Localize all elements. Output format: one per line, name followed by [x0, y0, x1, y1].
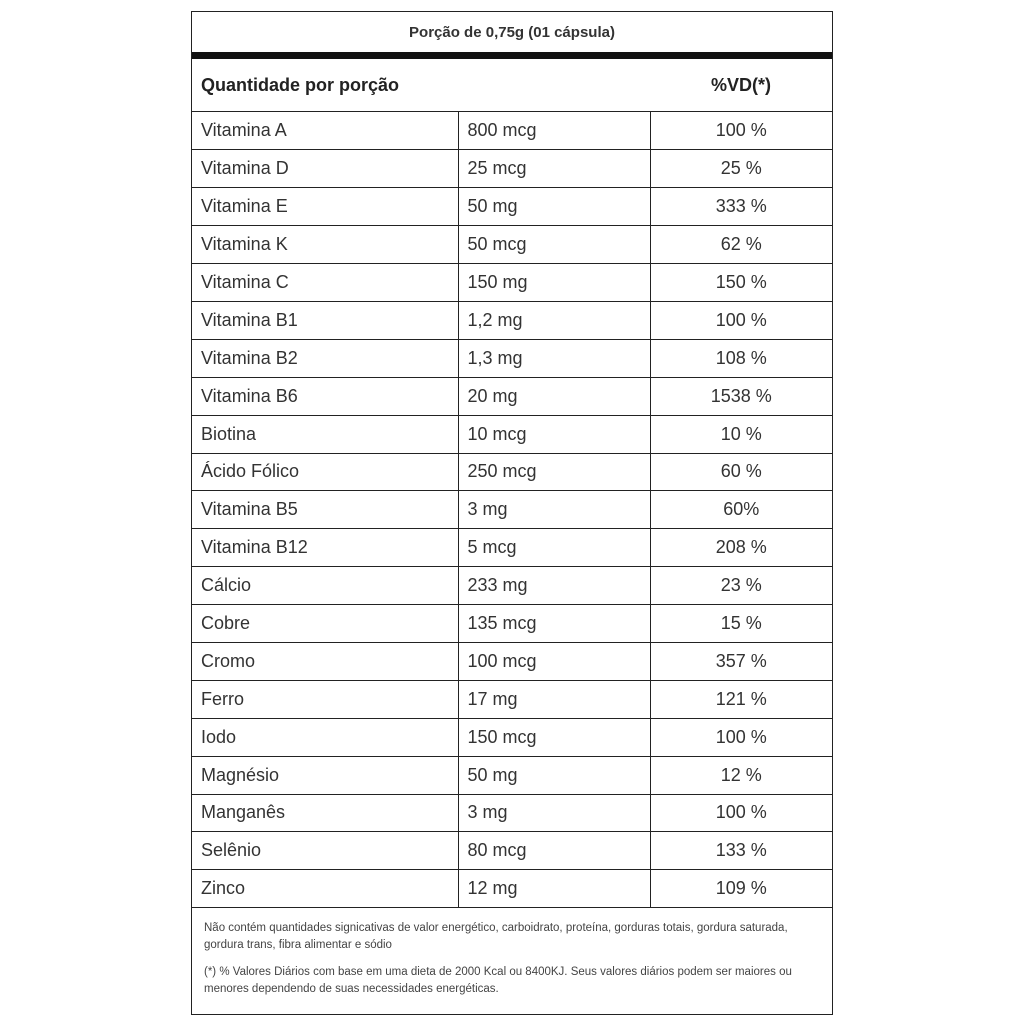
nutrient-amount: 1,3 mg [458, 339, 650, 377]
table-row [192, 226, 832, 264]
nutrient-vd: 133 % [650, 832, 832, 870]
nutrient-vd: 108 % [650, 339, 832, 377]
table-row [192, 680, 832, 718]
nutrient-amount: 250 mcg [458, 453, 650, 491]
nutrient-vd: 150 % [650, 264, 832, 302]
nutrient-amount: 25 mcg [458, 150, 650, 188]
nutrient-name: Vitamina B6 [192, 377, 458, 415]
nutrient-name: Vitamina A [192, 112, 458, 150]
nutrient-vd: 15 % [650, 605, 832, 643]
nutrient-name: Zinco [192, 870, 458, 908]
nutrient-amount: 20 mg [458, 377, 650, 415]
table-row [192, 491, 832, 529]
nutrient-amount: 50 mg [458, 188, 650, 226]
table-row [192, 756, 832, 794]
table-row [192, 529, 832, 567]
nutrient-name: Biotina [192, 415, 458, 453]
table-row [192, 150, 832, 188]
nutrient-vd: 100 % [650, 794, 832, 832]
nutrient-amount: 17 mg [458, 680, 650, 718]
nutrient-vd: 23 % [650, 567, 832, 605]
nutrient-name: Cromo [192, 642, 458, 680]
nutrient-name: Vitamina K [192, 226, 458, 264]
nutrient-vd: 121 % [650, 680, 832, 718]
nutrient-name: Vitamina C [192, 264, 458, 302]
table-row [192, 567, 832, 605]
nutrient-vd: 12 % [650, 756, 832, 794]
nutrient-vd: 100 % [650, 301, 832, 339]
nutrient-vd: 109 % [650, 870, 832, 908]
nutrient-amount: 150 mg [458, 264, 650, 302]
nutrient-table [192, 112, 832, 908]
table-row [192, 718, 832, 756]
nutrient-vd: 1538 % [650, 377, 832, 415]
nutrient-vd: 100 % [650, 112, 832, 150]
nutrient-name: Selênio [192, 832, 458, 870]
nutrient-name: Vitamina B1 [192, 301, 458, 339]
table-row [192, 415, 832, 453]
nutrient-amount: 1,2 mg [458, 301, 650, 339]
nutrient-name: Vitamina B12 [192, 529, 458, 567]
nutrient-vd: 60% [650, 491, 832, 529]
table-row [192, 870, 832, 908]
nutrient-amount: 12 mg [458, 870, 650, 908]
nutrient-name: Vitamina E [192, 188, 458, 226]
table-row [192, 377, 832, 415]
nutrient-amount: 233 mg [458, 567, 650, 605]
footnote-not-significant: Não contém quantidades signicativas de valor energético, carboidrato, proteína, gorduras totais, gordura saturada, gordura trans, fibra alimentar e sódio [204, 922, 788, 952]
nutrient-amount: 3 mg [458, 491, 650, 529]
table-row [192, 264, 832, 302]
nutrient-vd: 62 % [650, 226, 832, 264]
nutrient-amount: 80 mcg [458, 832, 650, 870]
serving-size: Porção de 0,75g (01 cápsula) [409, 23, 615, 41]
table-row [192, 301, 832, 339]
nutrient-amount: 50 mcg [458, 226, 650, 264]
nutrient-amount: 50 mg [458, 756, 650, 794]
table-row [192, 794, 832, 832]
nutrient-amount: 10 mcg [458, 415, 650, 453]
table-row [192, 339, 832, 377]
nutrition-facts-table [191, 11, 833, 1015]
nutrient-amount: 135 mcg [458, 605, 650, 643]
nutrient-name: Magnésio [192, 756, 458, 794]
nutrient-name: Iodo [192, 718, 458, 756]
nutrient-name: Manganês [192, 794, 458, 832]
nutrient-name: Vitamina D [192, 150, 458, 188]
quantity-header: Quantidade por porção [201, 74, 400, 95]
column-header-row [192, 59, 832, 112]
nutrient-vd: 208 % [650, 529, 832, 567]
footnotes [192, 908, 832, 998]
table-row [192, 642, 832, 680]
nutrient-name: Cobre [192, 605, 458, 643]
nutrient-vd: 60 % [650, 453, 832, 491]
nutrient-name: Vitamina B2 [192, 339, 458, 377]
nutrient-name: Cálcio [192, 567, 458, 605]
nutrient-name: Ferro [192, 680, 458, 718]
table-row [192, 112, 832, 150]
table-row [192, 188, 832, 226]
nutrient-vd: 357 % [650, 642, 832, 680]
footnote-daily-values: (*) % Valores Diários com base em uma dieta de 2000 Kcal ou 8400KJ. Seus valores diários podem ser maiores ou menores dependendo de suas necessidades energéticas. [204, 966, 792, 996]
nutrient-vd: 333 % [650, 188, 832, 226]
thick-divider [192, 52, 832, 59]
vd-header: %VD(*) [710, 74, 771, 95]
table-row [192, 605, 832, 643]
nutrient-amount: 150 mcg [458, 718, 650, 756]
nutrient-name: Vitamina B5 [192, 491, 458, 529]
table-row [192, 832, 832, 870]
nutrient-name: Ácido Fólico [192, 453, 458, 491]
table-row [192, 453, 832, 491]
nutrient-vd: 100 % [650, 718, 832, 756]
nutrient-amount: 3 mg [458, 794, 650, 832]
nutrient-vd: 10 % [650, 415, 832, 453]
nutrient-amount: 5 mcg [458, 529, 650, 567]
nutrient-amount: 100 mcg [458, 642, 650, 680]
nutrient-vd: 25 % [650, 150, 832, 188]
nutrient-amount: 800 mcg [458, 112, 650, 150]
